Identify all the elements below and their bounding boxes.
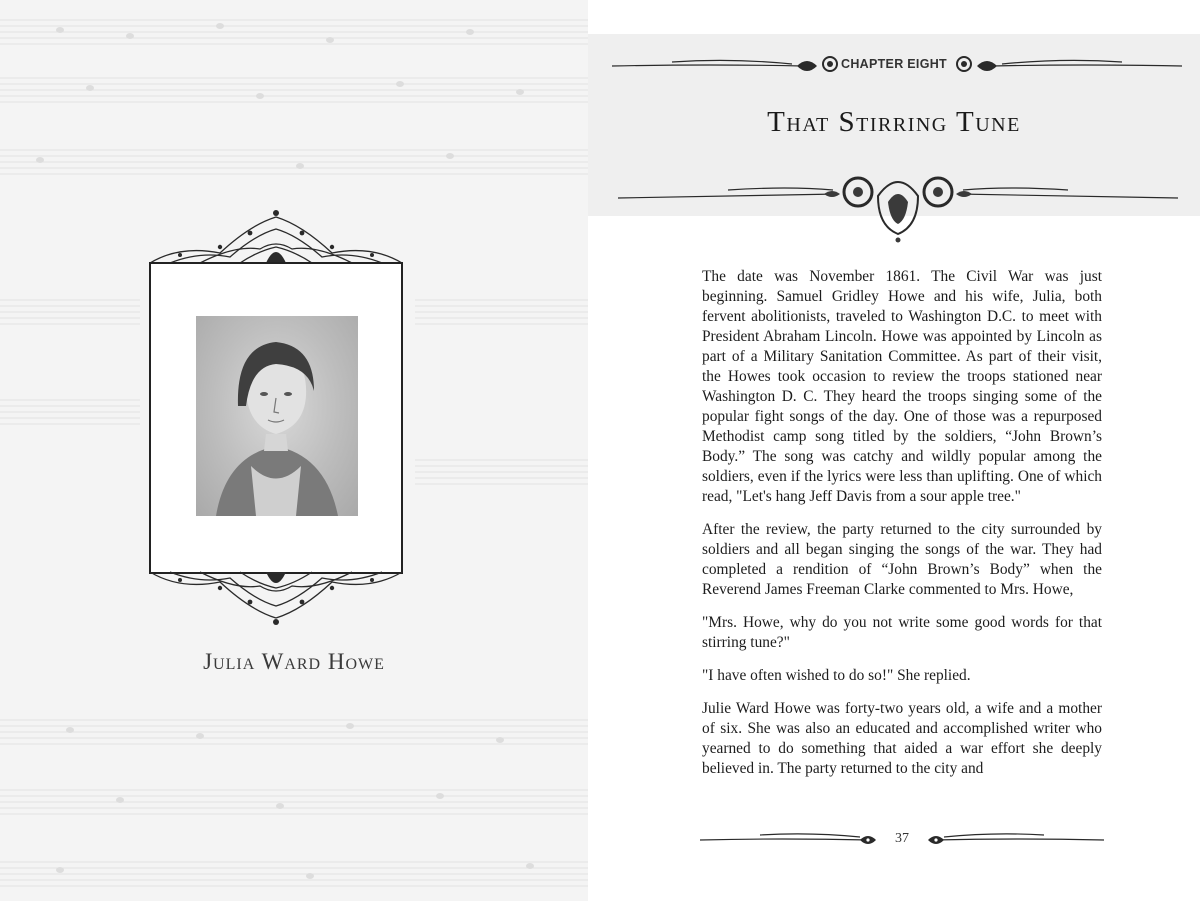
portrait-frame-group (140, 205, 412, 620)
chapter-title: That Stirring Tune (767, 106, 1021, 138)
floral-flourish-icon (618, 168, 1178, 246)
paragraph: "Mrs. Howe, why do you not write some good words for that stirring tune?" (702, 614, 1102, 651)
paragraph: Julie Ward Howe was forty-two years old, a wife and a mother of six. She was also an educated and accomplished writer who yearned to do something that aided a war effort she deeply believed in. The party returned to the city and (702, 700, 1102, 777)
left-page (0, 0, 588, 901)
chapter-body (702, 267, 1102, 792)
paragraph: After the review, the party returned to the city surrounded by soldiers and all began singing the songs of the war. They had completed a rendition of “John Brown’s Body” when the Reverend James Freeman Clarke commented to Mrs. Howe, (702, 521, 1102, 598)
portrait-engraving-image (196, 316, 358, 516)
chapter-header (588, 34, 1200, 216)
right-page (588, 0, 1200, 901)
lace-fan-icon (140, 560, 412, 630)
paragraph: The date was November 1861. The Civil War was just beginning. Samuel Gridley Howe and his wife, Julia, both fervent abolitionists, traveled to Washington D.C. to meet with President Abraham Lincoln. Howe was appointed by Lincoln as part of a Military Sanitation Committee. As part of their visit, the Howes took occasion to review the troops stationed near Washington D. C. They heard the troops singing some of the popular fight songs of the day. One of those was a repurposed Methodist camp song titled by the soldiers, “John Brown’s Body.” The song was catchy and wildly popular among the soldiers, even if the lyrics were less than uplifting. One of which read, "Let's hang Jeff Davis from a sour apple tree." (702, 268, 1102, 505)
page-number: 37 (895, 831, 909, 846)
chapter-label: CHAPTER EIGHT (841, 57, 947, 71)
portrait-caption: Julia Ward Howe (203, 649, 385, 674)
julia-ward-howe-portrait (196, 316, 358, 516)
photo-frame (149, 262, 403, 574)
paragraph: "I have often wished to do so!" She replied. (702, 667, 971, 684)
